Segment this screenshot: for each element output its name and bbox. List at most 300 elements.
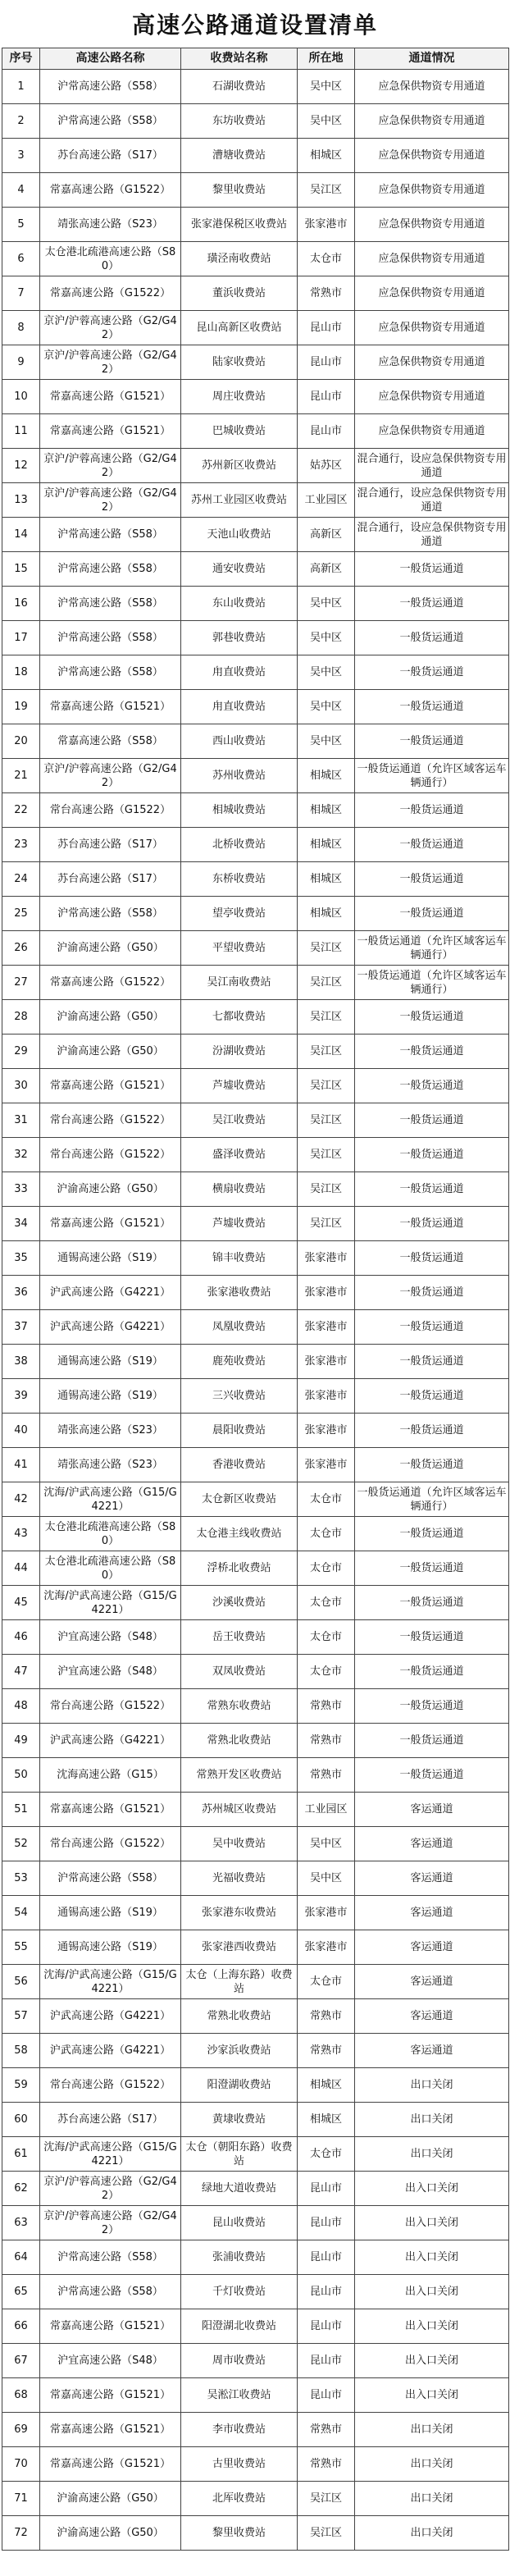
cell-channel-status: 一般货运通道 (355, 828, 509, 862)
cell-index: 28 (2, 1000, 40, 1035)
cell-index: 5 (2, 208, 40, 242)
cell-highway-name: 苏台高速公路（S17） (40, 828, 181, 862)
cell-location: 太仓市 (298, 1965, 355, 1999)
cell-highway-name: 常台高速公路（G1522） (40, 1103, 181, 1138)
cell-highway-name: 沪常高速公路（S58） (40, 2275, 181, 2309)
cell-highway-name: 通锡高速公路（S19） (40, 1930, 181, 1965)
cell-location: 张家港市 (298, 1448, 355, 1482)
table-row (2, 242, 509, 276)
table-header-row (2, 48, 509, 70)
cell-location: 高新区 (298, 552, 355, 587)
cell-highway-name: 沪常高速公路（S58） (40, 655, 181, 690)
cell-toll-station: 张家港西收费站 (181, 1930, 298, 1965)
cell-highway-name: 沈海/沪武高速公路（G15/G4221） (40, 2137, 181, 2172)
table-row (2, 414, 509, 449)
cell-highway-name: 沪常高速公路（S58） (40, 2240, 181, 2275)
cell-location: 太仓市 (298, 1482, 355, 1517)
table-row (2, 552, 509, 587)
cell-toll-station: 东桥收费站 (181, 862, 298, 897)
table-row (2, 1207, 509, 1241)
cell-highway-name: 沪宜高速公路（S48） (40, 2344, 181, 2378)
cell-highway-name: 沪渝高速公路（G50） (40, 1000, 181, 1035)
cell-toll-station: 沙溪收费站 (181, 1586, 298, 1620)
cell-channel-status: 一般货运通道 (355, 1069, 509, 1103)
table-row (2, 276, 509, 311)
cell-toll-station: 北桥收费站 (181, 828, 298, 862)
cell-toll-station: 张家港保税区收费站 (181, 208, 298, 242)
cell-index: 63 (2, 2206, 40, 2240)
cell-toll-station: 东山收费站 (181, 587, 298, 621)
cell-location: 昆山市 (298, 345, 355, 380)
cell-location: 相城区 (298, 2068, 355, 2103)
cell-index: 60 (2, 2103, 40, 2137)
cell-location: 昆山市 (298, 414, 355, 449)
table-row (2, 897, 509, 931)
cell-highway-name: 常嘉高速公路（G1522） (40, 276, 181, 311)
cell-index: 41 (2, 1448, 40, 1482)
cell-channel-status: 客运通道 (355, 1861, 509, 1896)
cell-toll-station: 香港收费站 (181, 1448, 298, 1482)
table-row (2, 1551, 509, 1586)
cell-channel-status: 一般货运通道 (355, 1276, 509, 1310)
cell-highway-name: 沪常高速公路（S58） (40, 70, 181, 104)
cell-toll-station: 黎里收费站 (181, 2516, 298, 2551)
cell-index: 29 (2, 1035, 40, 1069)
cell-index: 67 (2, 2344, 40, 2378)
cell-location: 常熟市 (298, 1999, 355, 2034)
cell-index: 21 (2, 759, 40, 793)
cell-channel-status: 应急保供物资专用通道 (355, 70, 509, 104)
cell-location: 昆山市 (298, 2206, 355, 2240)
table-row (2, 1448, 509, 1482)
cell-index: 6 (2, 242, 40, 276)
cell-highway-name: 常嘉高速公路（G1521） (40, 2378, 181, 2413)
cell-channel-status: 一般货运通道 (355, 1241, 509, 1276)
cell-channel-status: 一般货运通道（允许区域客运车辆通行） (355, 931, 509, 966)
cell-index: 54 (2, 1896, 40, 1930)
header-index: 序号 (2, 48, 40, 70)
cell-toll-station: 郭巷收费站 (181, 621, 298, 655)
cell-channel-status: 一般货运通道 (355, 1724, 509, 1758)
cell-location: 昆山市 (298, 2344, 355, 2378)
cell-index: 15 (2, 552, 40, 587)
document-title: 高速公路通道设置清单 (131, 11, 378, 39)
cell-highway-name: 常嘉高速公路（G1521） (40, 2413, 181, 2447)
cell-highway-name: 常嘉高速公路（G1521） (40, 414, 181, 449)
cell-channel-status: 出入口关闭 (355, 2240, 509, 2275)
cell-toll-station: 阳澄湖北收费站 (181, 2309, 298, 2344)
cell-channel-status: 出口关闭 (355, 2482, 509, 2516)
cell-highway-name: 京沪/沪蓉高速公路（G2/G42） (40, 311, 181, 345)
cell-toll-station: 昆山高新区收费站 (181, 311, 298, 345)
cell-channel-status: 应急保供物资专用通道 (355, 242, 509, 276)
cell-toll-station: 三兴收费站 (181, 1379, 298, 1414)
cell-location: 太仓市 (298, 1551, 355, 1586)
cell-toll-station: 古里收费站 (181, 2447, 298, 2482)
cell-index: 38 (2, 1345, 40, 1379)
cell-toll-station: 芦墟收费站 (181, 1069, 298, 1103)
cell-index: 8 (2, 311, 40, 345)
cell-toll-station: 常熟开发区收费站 (181, 1758, 298, 1793)
cell-highway-name: 常台高速公路（G1522） (40, 793, 181, 828)
cell-highway-name: 京沪/沪蓉高速公路（G2/G42） (40, 759, 181, 793)
cell-highway-name: 沪宜高速公路（S48） (40, 1620, 181, 1655)
table-row (2, 1379, 509, 1414)
cell-toll-station: 沙家浜收费站 (181, 2034, 298, 2068)
cell-toll-station: 浮桥北收费站 (181, 1551, 298, 1586)
cell-highway-name: 京沪/沪蓉高速公路（G2/G42） (40, 483, 181, 518)
cell-highway-name: 沪常高速公路（S58） (40, 587, 181, 621)
cell-location: 常熟市 (298, 1689, 355, 1724)
cell-location: 相城区 (298, 2103, 355, 2137)
cell-index: 49 (2, 1724, 40, 1758)
cell-index: 22 (2, 793, 40, 828)
cell-highway-name: 沪武高速公路（G4221） (40, 1724, 181, 1758)
cell-channel-status: 应急保供物资专用通道 (355, 311, 509, 345)
cell-location: 相城区 (298, 139, 355, 173)
cell-index: 43 (2, 1517, 40, 1551)
header-location: 所在地 (298, 48, 355, 70)
cell-location: 昆山市 (298, 2309, 355, 2344)
cell-channel-status: 出入口关闭 (355, 2206, 509, 2240)
cell-toll-station: 绿地大道收费站 (181, 2172, 298, 2206)
cell-index: 37 (2, 1310, 40, 1345)
cell-highway-name: 靖张高速公路（S23） (40, 208, 181, 242)
cell-location: 高新区 (298, 518, 355, 552)
table-row (2, 2516, 509, 2551)
cell-highway-name: 常嘉高速公路（G1521） (40, 1069, 181, 1103)
cell-location: 常熟市 (298, 2413, 355, 2447)
table-row (2, 1827, 509, 1861)
cell-index: 1 (2, 70, 40, 104)
cell-toll-station: 太仓（朝阳东路）收费站 (181, 2137, 298, 2172)
cell-channel-status: 客运通道 (355, 1896, 509, 1930)
cell-highway-name: 沪常高速公路（S58） (40, 104, 181, 139)
cell-index: 44 (2, 1551, 40, 1586)
table-row (2, 828, 509, 862)
cell-index: 72 (2, 2516, 40, 2551)
cell-toll-station: 苏州新区收费站 (181, 449, 298, 483)
cell-highway-name: 京沪/沪蓉高速公路（G2/G42） (40, 2206, 181, 2240)
cell-channel-status: 一般货运通道 (355, 655, 509, 690)
cell-location: 吴中区 (298, 1861, 355, 1896)
cell-channel-status: 一般货运通道 (355, 1172, 509, 1207)
table-row (2, 1655, 509, 1689)
table-row (2, 966, 509, 1000)
cell-location: 吴中区 (298, 1827, 355, 1861)
cell-toll-station: 陆家收费站 (181, 345, 298, 380)
cell-location: 相城区 (298, 862, 355, 897)
cell-highway-name: 沪常高速公路（S58） (40, 621, 181, 655)
cell-toll-station: 常熟北收费站 (181, 1999, 298, 2034)
cell-toll-station: 北厍收费站 (181, 2482, 298, 2516)
cell-highway-name: 苏台高速公路（S17） (40, 2103, 181, 2137)
table-row (2, 1069, 509, 1103)
cell-index: 35 (2, 1241, 40, 1276)
cell-highway-name: 沪武高速公路（G4221） (40, 1999, 181, 2034)
cell-channel-status: 客运通道 (355, 1999, 509, 2034)
cell-index: 36 (2, 1276, 40, 1310)
table-row (2, 1930, 509, 1965)
cell-index: 39 (2, 1379, 40, 1414)
cell-toll-station: 甪直收费站 (181, 655, 298, 690)
cell-toll-station: 李市收费站 (181, 2413, 298, 2447)
cell-index: 26 (2, 931, 40, 966)
cell-location: 张家港市 (298, 1276, 355, 1310)
cell-highway-name: 太仓港北疏港高速公路（S80） (40, 242, 181, 276)
cell-index: 23 (2, 828, 40, 862)
cell-highway-name: 常嘉高速公路（G1521） (40, 2447, 181, 2482)
cell-location: 张家港市 (298, 1930, 355, 1965)
cell-index: 7 (2, 276, 40, 311)
table-row (2, 2447, 509, 2482)
cell-location: 吴中区 (298, 104, 355, 139)
cell-index: 40 (2, 1414, 40, 1448)
table-row (2, 2068, 509, 2103)
cell-highway-name: 太仓港北疏港高速公路（S80） (40, 1551, 181, 1586)
cell-location: 吴江区 (298, 2482, 355, 2516)
cell-index: 51 (2, 1793, 40, 1827)
table-row (2, 139, 509, 173)
cell-channel-status: 出口关闭 (355, 2137, 509, 2172)
cell-index: 42 (2, 1482, 40, 1517)
cell-highway-name: 沈海高速公路（G15） (40, 1758, 181, 1793)
cell-location: 太仓市 (298, 1620, 355, 1655)
cell-toll-station: 吴江南收费站 (181, 966, 298, 1000)
cell-index: 48 (2, 1689, 40, 1724)
cell-toll-station: 甪直收费站 (181, 690, 298, 724)
table-row (2, 208, 509, 242)
cell-location: 常熟市 (298, 276, 355, 311)
table-row (2, 759, 509, 793)
table-row (2, 1414, 509, 1448)
cell-highway-name: 常嘉高速公路（G1521） (40, 380, 181, 414)
table-row (2, 1310, 509, 1345)
cell-highway-name: 沪常高速公路（S58） (40, 897, 181, 931)
table-row (2, 724, 509, 759)
table-row (2, 655, 509, 690)
table-row (2, 1138, 509, 1172)
cell-index: 59 (2, 2068, 40, 2103)
cell-index: 34 (2, 1207, 40, 1241)
table-row (2, 1758, 509, 1793)
table-row (2, 1620, 509, 1655)
table-row (2, 518, 509, 552)
cell-toll-station: 苏州城区收费站 (181, 1793, 298, 1827)
cell-location: 吴江区 (298, 1172, 355, 1207)
table-row (2, 1276, 509, 1310)
cell-toll-station: 汾湖收费站 (181, 1035, 298, 1069)
cell-highway-name: 通锡高速公路（S19） (40, 1379, 181, 1414)
cell-highway-name: 沪武高速公路（G4221） (40, 2034, 181, 2068)
table-row (2, 793, 509, 828)
cell-channel-status: 出口关闭 (355, 2516, 509, 2551)
cell-highway-name: 沪常高速公路（S58） (40, 518, 181, 552)
table-row (2, 1035, 509, 1069)
table-row (2, 1172, 509, 1207)
cell-index: 71 (2, 2482, 40, 2516)
cell-toll-station: 黄埭收费站 (181, 2103, 298, 2137)
cell-toll-station: 常熟北收费站 (181, 1724, 298, 1758)
cell-toll-station: 太仓新区收费站 (181, 1482, 298, 1517)
cell-channel-status: 出口关闭 (355, 2447, 509, 2482)
table-row (2, 2206, 509, 2240)
table-row (2, 2309, 509, 2344)
cell-location: 吴中区 (298, 621, 355, 655)
cell-channel-status: 一般货运通道 (355, 1035, 509, 1069)
cell-location: 相城区 (298, 828, 355, 862)
cell-channel-status: 应急保供物资专用通道 (355, 104, 509, 139)
cell-channel-status: 一般货运通道 (355, 1586, 509, 1620)
cell-location: 太仓市 (298, 1655, 355, 1689)
cell-index: 4 (2, 173, 40, 208)
cell-toll-station: 岳王收费站 (181, 1620, 298, 1655)
cell-index: 11 (2, 414, 40, 449)
cell-channel-status: 一般货运通道 (355, 1758, 509, 1793)
cell-toll-station: 巴城收费站 (181, 414, 298, 449)
cell-index: 69 (2, 2413, 40, 2447)
cell-channel-status: 出入口关闭 (355, 2344, 509, 2378)
cell-highway-name: 常嘉高速公路（G1522） (40, 966, 181, 1000)
cell-location: 昆山市 (298, 380, 355, 414)
table-row (2, 2413, 509, 2447)
cell-highway-name: 沪宜高速公路（S48） (40, 1655, 181, 1689)
cell-location: 吴中区 (298, 690, 355, 724)
cell-location: 吴江区 (298, 173, 355, 208)
cell-highway-name: 靖张高速公路（S23） (40, 1448, 181, 1482)
cell-location: 吴中区 (298, 587, 355, 621)
cell-channel-status: 一般货运通道 (355, 1689, 509, 1724)
table-row (2, 1724, 509, 1758)
cell-channel-status: 一般货运通道 (355, 690, 509, 724)
cell-toll-station: 璜泾南收费站 (181, 242, 298, 276)
cell-location: 张家港市 (298, 1896, 355, 1930)
cell-channel-status: 出入口关闭 (355, 2275, 509, 2309)
cell-location: 张家港市 (298, 1345, 355, 1379)
cell-location: 吴中区 (298, 655, 355, 690)
cell-channel-status: 一般货运通道（允许区域客运车辆通行） (355, 966, 509, 1000)
cell-toll-station: 光福收费站 (181, 1861, 298, 1896)
cell-toll-station: 平望收费站 (181, 931, 298, 966)
table-row (2, 1965, 509, 1999)
cell-index: 65 (2, 2275, 40, 2309)
cell-channel-status: 出口关闭 (355, 2068, 509, 2103)
cell-location: 工业园区 (298, 1793, 355, 1827)
cell-toll-station: 天池山收费站 (181, 518, 298, 552)
cell-index: 19 (2, 690, 40, 724)
cell-toll-station: 双凤收费站 (181, 1655, 298, 1689)
cell-location: 吴江区 (298, 931, 355, 966)
cell-toll-station: 苏州工业园区收费站 (181, 483, 298, 518)
cell-toll-station: 吴中收费站 (181, 1827, 298, 1861)
cell-highway-name: 沪渝高速公路（G50） (40, 2482, 181, 2516)
cell-highway-name: 常嘉高速公路（G1521） (40, 1793, 181, 1827)
cell-channel-status: 一般货运通道（允许区域客运车辆通行） (355, 1482, 509, 1517)
cell-index: 9 (2, 345, 40, 380)
cell-index: 45 (2, 1586, 40, 1620)
cell-highway-name: 沪渝高速公路（G50） (40, 1035, 181, 1069)
channel-list-table (2, 48, 509, 2551)
cell-toll-station: 董浜收费站 (181, 276, 298, 311)
cell-index: 46 (2, 1620, 40, 1655)
cell-toll-station: 千灯收费站 (181, 2275, 298, 2309)
cell-highway-name: 常嘉高速公路（S58） (40, 724, 181, 759)
cell-location: 相城区 (298, 793, 355, 828)
cell-channel-status: 应急保供物资专用通道 (355, 139, 509, 173)
cell-index: 3 (2, 139, 40, 173)
table-row (2, 2275, 509, 2309)
cell-channel-status: 一般货运通道 (355, 897, 509, 931)
cell-index: 18 (2, 655, 40, 690)
cell-toll-station: 东坊收费站 (181, 104, 298, 139)
cell-channel-status: 一般货运通道 (355, 1000, 509, 1035)
cell-toll-station: 横扇收费站 (181, 1172, 298, 1207)
cell-index: 52 (2, 1827, 40, 1861)
cell-toll-station: 芦墟收费站 (181, 1207, 298, 1241)
cell-channel-status: 一般货运通道 (355, 1414, 509, 1448)
cell-location: 相城区 (298, 897, 355, 931)
cell-channel-status: 一般货运通道 (355, 552, 509, 587)
cell-location: 张家港市 (298, 1310, 355, 1345)
cell-channel-status: 客运通道 (355, 1827, 509, 1861)
cell-location: 常熟市 (298, 2034, 355, 2068)
cell-location: 太仓市 (298, 2137, 355, 2172)
cell-channel-status: 客运通道 (355, 1965, 509, 1999)
cell-location: 吴江区 (298, 1035, 355, 1069)
cell-toll-station: 张家港收费站 (181, 1276, 298, 1310)
cell-channel-status: 应急保供物资专用通道 (355, 173, 509, 208)
cell-channel-status: 混合通行，设应急保供物资专用通道 (355, 518, 509, 552)
cell-toll-station: 阳澄湖收费站 (181, 2068, 298, 2103)
cell-location: 太仓市 (298, 1517, 355, 1551)
cell-channel-status: 应急保供物资专用通道 (355, 208, 509, 242)
cell-index: 31 (2, 1103, 40, 1138)
cell-highway-name: 沪常高速公路（S58） (40, 1861, 181, 1896)
cell-channel-status: 出口关闭 (355, 2103, 509, 2137)
table-row (2, 1482, 509, 1517)
cell-channel-status: 一般货运通道 (355, 1138, 509, 1172)
table-row (2, 483, 509, 518)
table-row (2, 621, 509, 655)
cell-index: 50 (2, 1758, 40, 1793)
cell-location: 吴江区 (298, 966, 355, 1000)
table-row (2, 1103, 509, 1138)
cell-channel-status: 一般货运通道 (355, 1655, 509, 1689)
cell-toll-station: 昆山收费站 (181, 2206, 298, 2240)
cell-highway-name: 京沪/沪蓉高速公路（G2/G42） (40, 345, 181, 380)
cell-toll-station: 太仓（上海东路）收费站 (181, 1965, 298, 1999)
cell-highway-name: 常台高速公路（G1522） (40, 1689, 181, 1724)
cell-highway-name: 沈海/沪武高速公路（G15/G4221） (40, 1965, 181, 1999)
cell-toll-station: 苏州收费站 (181, 759, 298, 793)
cell-location: 相城区 (298, 759, 355, 793)
cell-highway-name: 沪常高速公路（S58） (40, 552, 181, 587)
cell-channel-status: 出入口关闭 (355, 2309, 509, 2344)
cell-location: 昆山市 (298, 2275, 355, 2309)
cell-highway-name: 京沪/沪蓉高速公路（G2/G42） (40, 2172, 181, 2206)
cell-highway-name: 通锡高速公路（S19） (40, 1896, 181, 1930)
cell-toll-station: 盛泽收费站 (181, 1138, 298, 1172)
cell-highway-name: 苏台高速公路（S17） (40, 862, 181, 897)
cell-location: 工业园区 (298, 483, 355, 518)
cell-channel-status: 混合通行，设应急保供物资专用通道 (355, 449, 509, 483)
cell-channel-status: 一般货运通道 (355, 1551, 509, 1586)
cell-location: 昆山市 (298, 2240, 355, 2275)
cell-index: 64 (2, 2240, 40, 2275)
cell-location: 太仓市 (298, 242, 355, 276)
cell-index: 2 (2, 104, 40, 139)
cell-channel-status: 出入口关闭 (355, 2172, 509, 2206)
